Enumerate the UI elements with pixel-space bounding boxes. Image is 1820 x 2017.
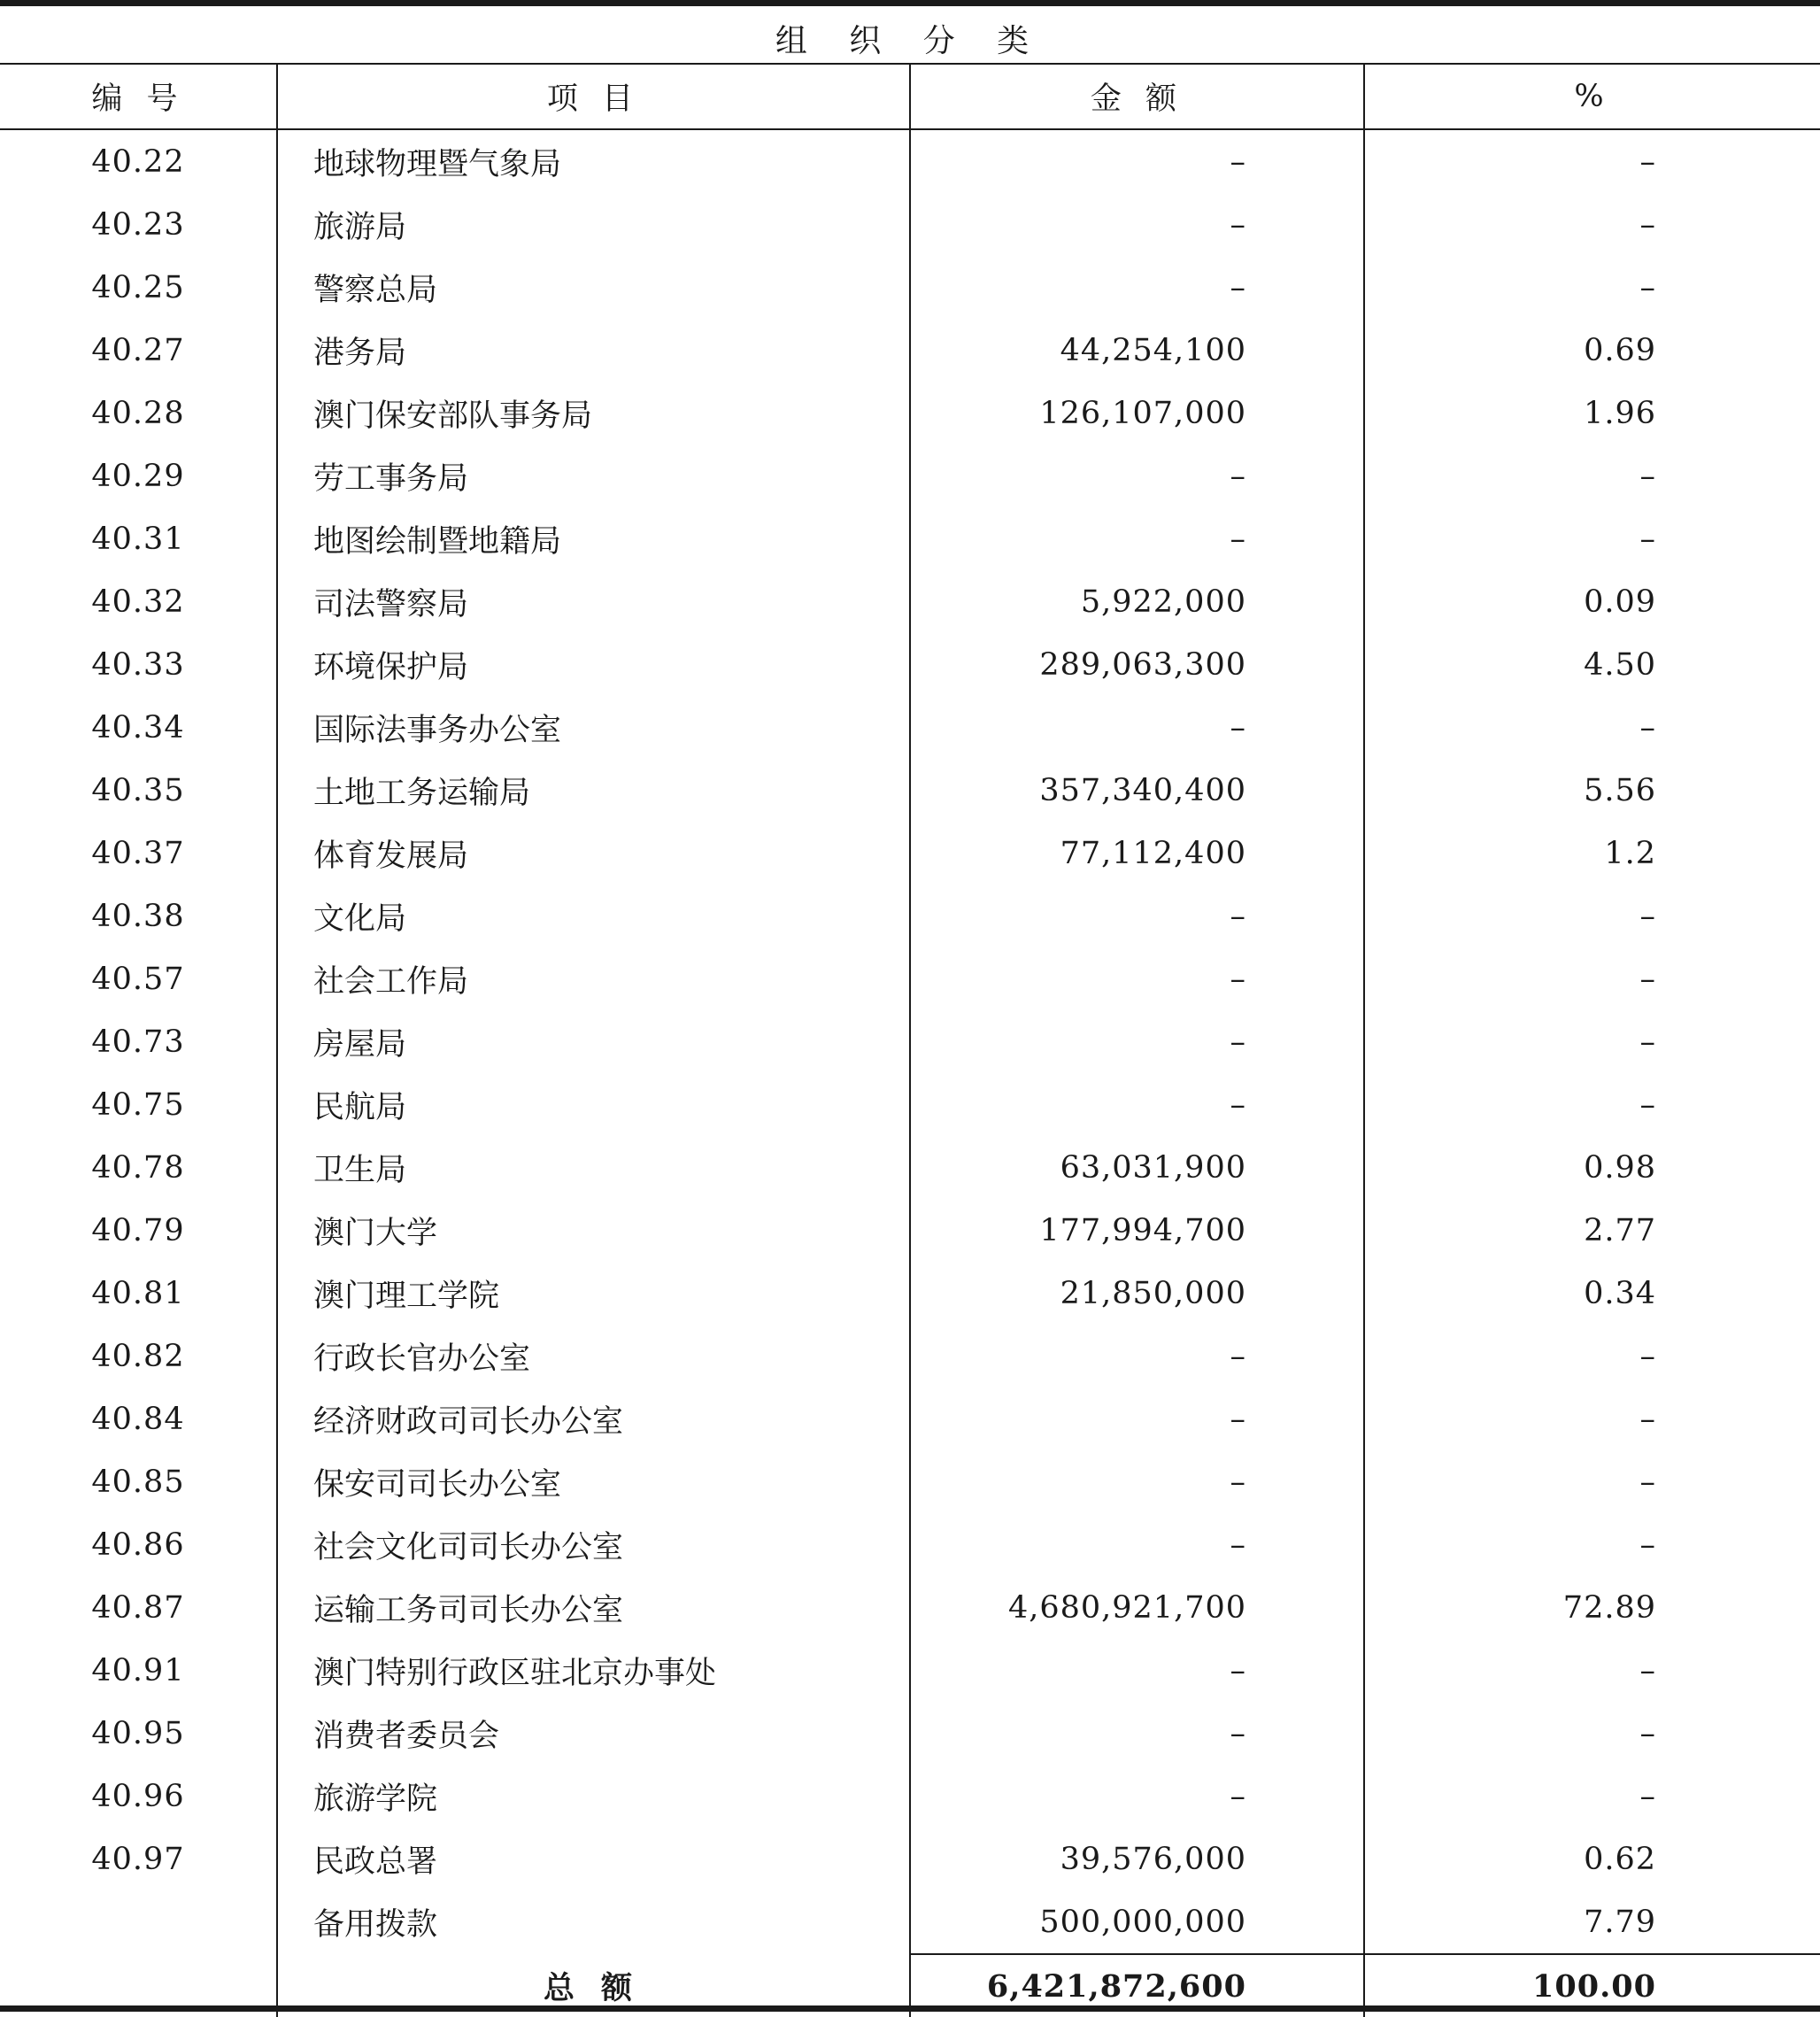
- cell-item: 港务局: [277, 319, 910, 382]
- cell-code: 40.33: [91, 646, 185, 683]
- cell-item: 劳工事务局: [277, 444, 910, 507]
- cell-code: 40.85: [91, 1464, 185, 1500]
- cell-code: 40.29: [91, 458, 185, 494]
- cell-amount: 44,254,100: [910, 319, 1364, 382]
- cell-amount: 4,680,921,700: [910, 1576, 1364, 1639]
- cell-code: 40.81: [91, 1275, 185, 1311]
- cell-code: [0, 1890, 277, 1954]
- top-rule: [0, 0, 1820, 6]
- cell-item: 卫生局: [277, 1136, 910, 1199]
- cell-item: 行政长官办公室: [277, 1325, 910, 1387]
- cell-amount: –: [910, 507, 1364, 570]
- cell-percent: –: [1364, 1702, 1820, 1765]
- cell-amount: –: [910, 947, 1364, 1010]
- table-row: [0, 1576, 1820, 1639]
- table-row: [0, 1262, 1820, 1325]
- cell-percent: 72.89: [1364, 1576, 1820, 1639]
- cell-percent: 0.34: [1364, 1262, 1820, 1325]
- table-row: [0, 382, 1820, 444]
- table-row: [0, 1513, 1820, 1576]
- cell-amount: –: [910, 444, 1364, 507]
- cell-percent: –: [1364, 885, 1820, 947]
- cell-percent: –: [1364, 256, 1820, 319]
- cell-amount: 126,107,000: [910, 382, 1364, 444]
- cell-code: 40.75: [91, 1086, 185, 1123]
- cell-percent: –: [1364, 1513, 1820, 1576]
- cell-code: 40.87: [91, 1589, 185, 1626]
- organization-classification-table: [0, 65, 1820, 2017]
- table-row: [0, 1073, 1820, 1136]
- cell-item: 澳门大学: [277, 1199, 910, 1262]
- bottom-rule: [0, 2005, 1820, 2012]
- cell-code: 40.27: [91, 332, 185, 368]
- cell-code: 40.32: [91, 583, 185, 620]
- cell-percent: 0.62: [1364, 1828, 1820, 1890]
- cell-percent: –: [1364, 1639, 1820, 1702]
- cell-percent: 5.56: [1364, 759, 1820, 822]
- cell-code: 40.82: [91, 1338, 185, 1374]
- cell-item: 环境保护局: [277, 633, 910, 696]
- cell-percent: –: [1364, 129, 1820, 193]
- cell-code: 40.78: [91, 1149, 185, 1186]
- header-amount: 金 额: [910, 65, 1364, 129]
- cell-code: 40.31: [91, 521, 185, 557]
- cell-amount: –: [910, 885, 1364, 947]
- cell-code: 40.38: [91, 898, 185, 934]
- table-row: [0, 1765, 1820, 1828]
- table-row: [0, 1890, 1820, 1954]
- cell-item: 澳门特别行政区驻北京办事处: [277, 1639, 910, 1702]
- table-row: [0, 1325, 1820, 1387]
- cell-percent: 2.77: [1364, 1199, 1820, 1262]
- cell-code: 40.37: [91, 835, 185, 871]
- cell-code: 40.86: [91, 1526, 185, 1563]
- cell-percent: 4.50: [1364, 633, 1820, 696]
- table-row: [0, 444, 1820, 507]
- cell-amount: –: [910, 193, 1364, 256]
- cell-code: 40.91: [91, 1652, 185, 1689]
- cell-code: 40.79: [91, 1212, 185, 1248]
- table-row: [0, 1199, 1820, 1262]
- cell-item: 社会工作局: [277, 947, 910, 1010]
- cell-item: 土地工务运输局: [277, 759, 910, 822]
- cell-amount: –: [910, 256, 1364, 319]
- table-row: [0, 256, 1820, 319]
- cell-item: 备用拨款: [277, 1890, 910, 1954]
- header-code: 编 号: [0, 65, 277, 129]
- cell-percent: –: [1364, 1450, 1820, 1513]
- cell-percent: –: [1364, 947, 1820, 1010]
- cell-percent: –: [1364, 1325, 1820, 1387]
- table-row: [0, 1136, 1820, 1199]
- cell-percent: –: [1364, 696, 1820, 759]
- cell-amount: 289,063,300: [910, 633, 1364, 696]
- cell-item: 文化局: [277, 885, 910, 947]
- table-row: [0, 193, 1820, 256]
- cell-item: 经济财政司司长办公室: [277, 1387, 910, 1450]
- cell-item: 地图绘制暨地籍局: [277, 507, 910, 570]
- cell-amount: –: [910, 1325, 1364, 1387]
- table-row: [0, 1010, 1820, 1073]
- cell-item: 警察总局: [277, 256, 910, 319]
- header-item: 项 目: [277, 65, 910, 129]
- cell-item: 澳门理工学院: [277, 1262, 910, 1325]
- cell-amount: –: [910, 1073, 1364, 1136]
- table-row: [0, 759, 1820, 822]
- table-row: [0, 1828, 1820, 1890]
- table-row: [0, 570, 1820, 633]
- cell-amount: –: [910, 1639, 1364, 1702]
- cell-item: 消费者委员会: [277, 1702, 910, 1765]
- cell-amount: –: [910, 1387, 1364, 1450]
- cell-amount: 500,000,000: [910, 1890, 1364, 1954]
- cell-amount: 5,922,000: [910, 570, 1364, 633]
- cell-code: 40.95: [91, 1715, 185, 1751]
- header-percent: %: [1364, 65, 1820, 129]
- cell-item: 旅游局: [277, 193, 910, 256]
- cell-percent: 7.79: [1364, 1890, 1820, 1954]
- cell-percent: 0.98: [1364, 1136, 1820, 1199]
- table-row: [0, 1702, 1820, 1765]
- cell-code: 40.73: [91, 1024, 185, 1060]
- cell-item: 司法警察局: [277, 570, 910, 633]
- cell-item: 体育发展局: [277, 822, 910, 885]
- table-row: [0, 1450, 1820, 1513]
- table-row: [0, 1639, 1820, 1702]
- cell-item: 社会文化司司长办公室: [277, 1513, 910, 1576]
- cell-code: 40.25: [91, 269, 185, 305]
- cell-code: 40.84: [91, 1401, 185, 1437]
- cell-percent: 0.09: [1364, 570, 1820, 633]
- cell-amount: 63,031,900: [910, 1136, 1364, 1199]
- cell-percent: –: [1364, 1010, 1820, 1073]
- cell-amount: –: [910, 1702, 1364, 1765]
- cell-percent: –: [1364, 1073, 1820, 1136]
- cell-percent: –: [1364, 193, 1820, 256]
- cell-item: 澳门保安部队事务局: [277, 382, 910, 444]
- table-row: [0, 507, 1820, 570]
- cell-item: 运输工务司司长办公室: [277, 1576, 910, 1639]
- total-amount: 6,421,872,600: [910, 1954, 1364, 2017]
- cell-amount: 177,994,700: [910, 1199, 1364, 1262]
- cell-percent: 1.2: [1364, 822, 1820, 885]
- cell-item: 保安司司长办公室: [277, 1450, 910, 1513]
- cell-amount: –: [910, 1450, 1364, 1513]
- table-row: [0, 319, 1820, 382]
- table-row: [0, 1387, 1820, 1450]
- total-percent: 100.00: [1364, 1954, 1820, 2017]
- cell-code: 40.34: [91, 709, 185, 746]
- cell-item: 地球物理暨气象局: [277, 129, 910, 193]
- total-label: 总额: [277, 1954, 910, 2017]
- cell-percent: –: [1364, 1387, 1820, 1450]
- cell-item: 国际法事务办公室: [277, 696, 910, 759]
- table-row: [0, 633, 1820, 696]
- table-caption: 组 织 分 类: [0, 6, 1820, 65]
- table-row: [0, 885, 1820, 947]
- cell-code: 40.23: [91, 206, 185, 243]
- cell-percent: –: [1364, 507, 1820, 570]
- cell-percent: –: [1364, 444, 1820, 507]
- cell-amount: –: [910, 1765, 1364, 1828]
- cell-code: 40.35: [91, 772, 185, 808]
- cell-amount: –: [910, 1513, 1364, 1576]
- cell-code: 40.22: [91, 143, 185, 180]
- cell-item: 民政总署: [277, 1828, 910, 1890]
- cell-percent: 1.96: [1364, 382, 1820, 444]
- cell-amount: –: [910, 696, 1364, 759]
- table-row: [0, 947, 1820, 1010]
- cell-amount: –: [910, 1010, 1364, 1073]
- table-row: [0, 696, 1820, 759]
- cell-item: 民航局: [277, 1073, 910, 1136]
- cell-amount: 357,340,400: [910, 759, 1364, 822]
- header-row: [0, 65, 1820, 129]
- cell-code: 40.28: [91, 395, 185, 431]
- cell-amount: 77,112,400: [910, 822, 1364, 885]
- cell-item: 旅游学院: [277, 1765, 910, 1828]
- cell-item: 房屋局: [277, 1010, 910, 1073]
- table-row: [0, 129, 1820, 193]
- cell-amount: –: [910, 129, 1364, 193]
- cell-percent: –: [1364, 1765, 1820, 1828]
- cell-percent: 0.69: [1364, 319, 1820, 382]
- cell-code: 40.96: [91, 1778, 185, 1814]
- cell-code: 40.57: [91, 961, 185, 997]
- cell-code: 40.97: [91, 1841, 185, 1877]
- cell-amount: 21,850,000: [910, 1262, 1364, 1325]
- table-row: [0, 822, 1820, 885]
- cell-amount: 39,576,000: [910, 1828, 1364, 1890]
